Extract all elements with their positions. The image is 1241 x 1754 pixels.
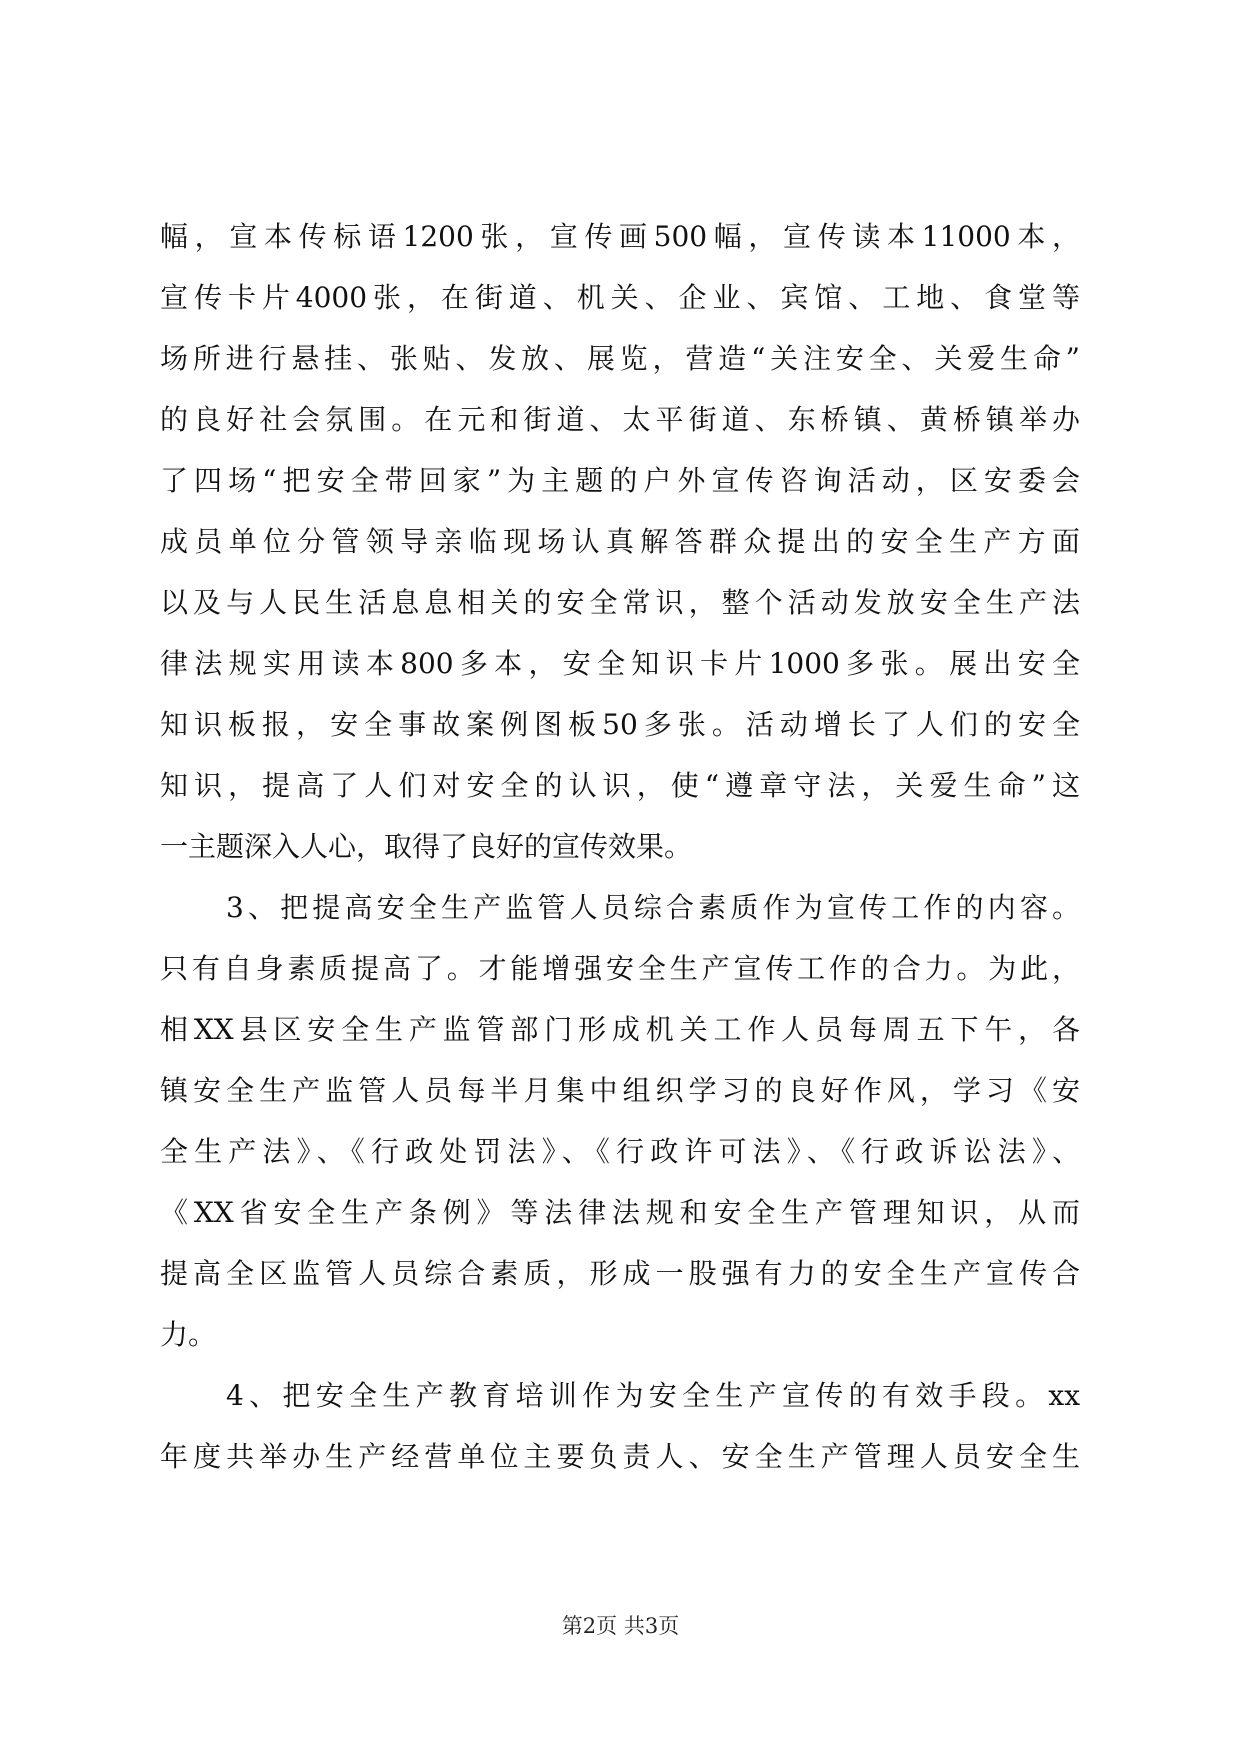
text-line: 相XX县区安全生产监管部门形成机关工作人员每周五下午，各 [160, 1013, 1080, 1046]
text-line: 只有自身素质提高了。才能增强安全生产宣传工作的合力。为此， [160, 952, 1080, 985]
text-line: 力。 [160, 1318, 217, 1351]
text-line: 提高全区监管人员综合素质，形成一股强有力的安全生产宣传合 [160, 1257, 1080, 1290]
text-line: 幅，宣本传标语1200张，宣传画500幅，宣传读本11000本， [160, 220, 1080, 253]
text-line: 全生产法》、《行政处罚法》、《行政许可法》、《行政诉讼法》、 [160, 1135, 1080, 1168]
paragraph-4-start: 4、把安全生产教育培训作为安全生产宣传的有效手段。xx [226, 1379, 1080, 1412]
text-line: 律法规实用读本800多本，安全知识卡片1000多张。展出安全 [160, 647, 1080, 680]
text-line: 宣传卡片4000张，在街道、机关、企业、宾馆、工地、食堂等 [160, 281, 1080, 314]
text-line: 年度共举办生产经营单位主要负责人、安全生产管理人员安全生 [160, 1440, 1080, 1473]
text-line: 知识板报，安全事故案例图板50多张。活动增长了人们的安全 [160, 708, 1080, 741]
text-line: 的良好社会氛围。在元和街道、太平街道、东桥镇、黄桥镇举办 [160, 403, 1080, 436]
text-line: 《XX省安全生产条例》等法律法规和安全生产管理知识，从而 [160, 1196, 1080, 1229]
text-line: 场所进行悬挂、张贴、发放、展览，营造“关注安全、关爱生命” [160, 342, 1080, 375]
page-number-footer: 第2页 共3页 [561, 1614, 680, 1638]
text-line: 知识，提高了人们对安全的认识，使“遵章守法，关爱生命”这 [160, 769, 1080, 802]
paragraph-3-start: 3、把提高安全生产监管人员综合素质作为宣传工作的内容。 [226, 891, 1080, 924]
text-line: 了四场“把安全带回家”为主题的户外宣传咨询活动，区安委会 [160, 464, 1080, 497]
text-line: 镇安全生产监管人员每半月集中组织学习的良好作风，学习《安 [160, 1074, 1080, 1107]
text-line: 以及与人民生活息息相关的安全常识，整个活动发放安全生产法 [160, 586, 1080, 619]
text-line: 成员单位分管领导亲临现场认真解答群众提出的安全生产方面 [160, 525, 1080, 558]
body-text [160, 206, 1080, 1487]
text-line: 一主题深入人心，取得了良好的宣传效果。 [160, 830, 693, 863]
